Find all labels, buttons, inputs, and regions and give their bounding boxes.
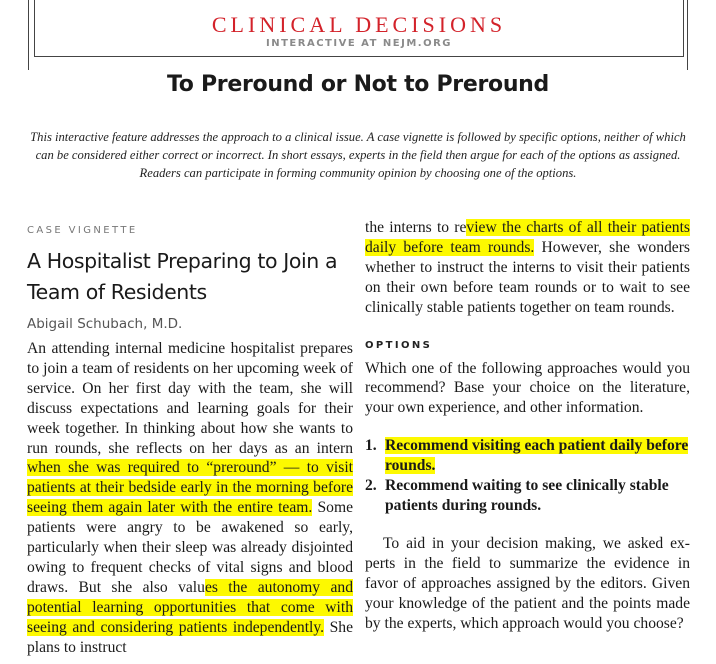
vignette-title: A Hospitalist Preparing to Join a Team of Residents [27, 249, 338, 304]
option-item-1[interactable] [365, 436, 690, 476]
vignette-text-1: An attending internal medicine hospitalist prepares to join a team of residents on her upcoming week of service. On her first day with the team, she will discuss expectations and learning goals for their week together. In thinking about how she wants to run rounds, she reflects on her days as an intern [27, 340, 353, 457]
continuation-text-2: However, she wonders whether to instruct the interns to visit their patients on their own before team rounds or to wait to see clinically stable patients together on team rounds. [365, 238, 690, 316]
intro-text: This interactive feature addresses the approach to a clinical issue. A case vignette is followed by specific options, neither of which can be considered either correct or incorrect. In short essays, experts in the field then argue for each of the options as assigned. Readers can participate in forming community opinion by choosing one of the options. [30, 130, 686, 180]
vignette-continuation [365, 218, 690, 318]
author-name: Abigail Schubach, M.D. [27, 316, 183, 332]
section-banner [34, 0, 684, 57]
continuation-text-1: the interns to re [365, 219, 467, 236]
vignette-text-2: Some patients were angry to be awakened so early, particularly when their sleep was already disjointed owing to frequent checks of vital signs and blood draws. But she also valu [27, 499, 354, 596]
banner-subtitle: INTERACTIVE AT NEJM.ORG [266, 38, 452, 49]
options-label: OPTIONS [365, 339, 433, 351]
option-text-highlighted: Recommend visiting each patient daily before rounds. [385, 437, 689, 475]
vignette-text-3: She plans to instruct [27, 618, 353, 656]
highlight-autonomy: es the autonomy and potential learning opportunities that come with seeing and considering patients independently. [27, 578, 353, 636]
option-number: 1. [365, 437, 377, 455]
banner-title: CLINICAL DECISIONS [211, 12, 507, 37]
left-column [27, 225, 353, 658]
option-text: Recommend waiting to see clinically stable patients during rounds. [385, 477, 669, 515]
decision-aid-text: To aid in your decision making, we asked experts in the field to summarize the evidence in favor of approaches assigned by the editors. Given your knowledge of the patient and the points made by the experts, which approach would you choose? [365, 535, 690, 632]
case-vignette-label: CASE VIGNETTE [27, 225, 138, 236]
vignette-paragraph [27, 339, 353, 658]
page-title: To Preround or Not to Preround [167, 72, 549, 97]
option-number: 2. [365, 477, 377, 495]
option-item-2[interactable] [365, 476, 690, 516]
options-question: Which one of the following approaches would you recommend? Base your choice on the literature, your own experience, and other information. [365, 359, 690, 417]
highlight-charts: view the charts of all their patients daily before team rounds. [365, 219, 690, 256]
right-column [365, 218, 690, 634]
options-list [365, 436, 690, 516]
highlight-preround: when she was required to “preround” — to visit patients at their bedside early in the morning before seeing them again later with the entire team. [27, 459, 353, 517]
